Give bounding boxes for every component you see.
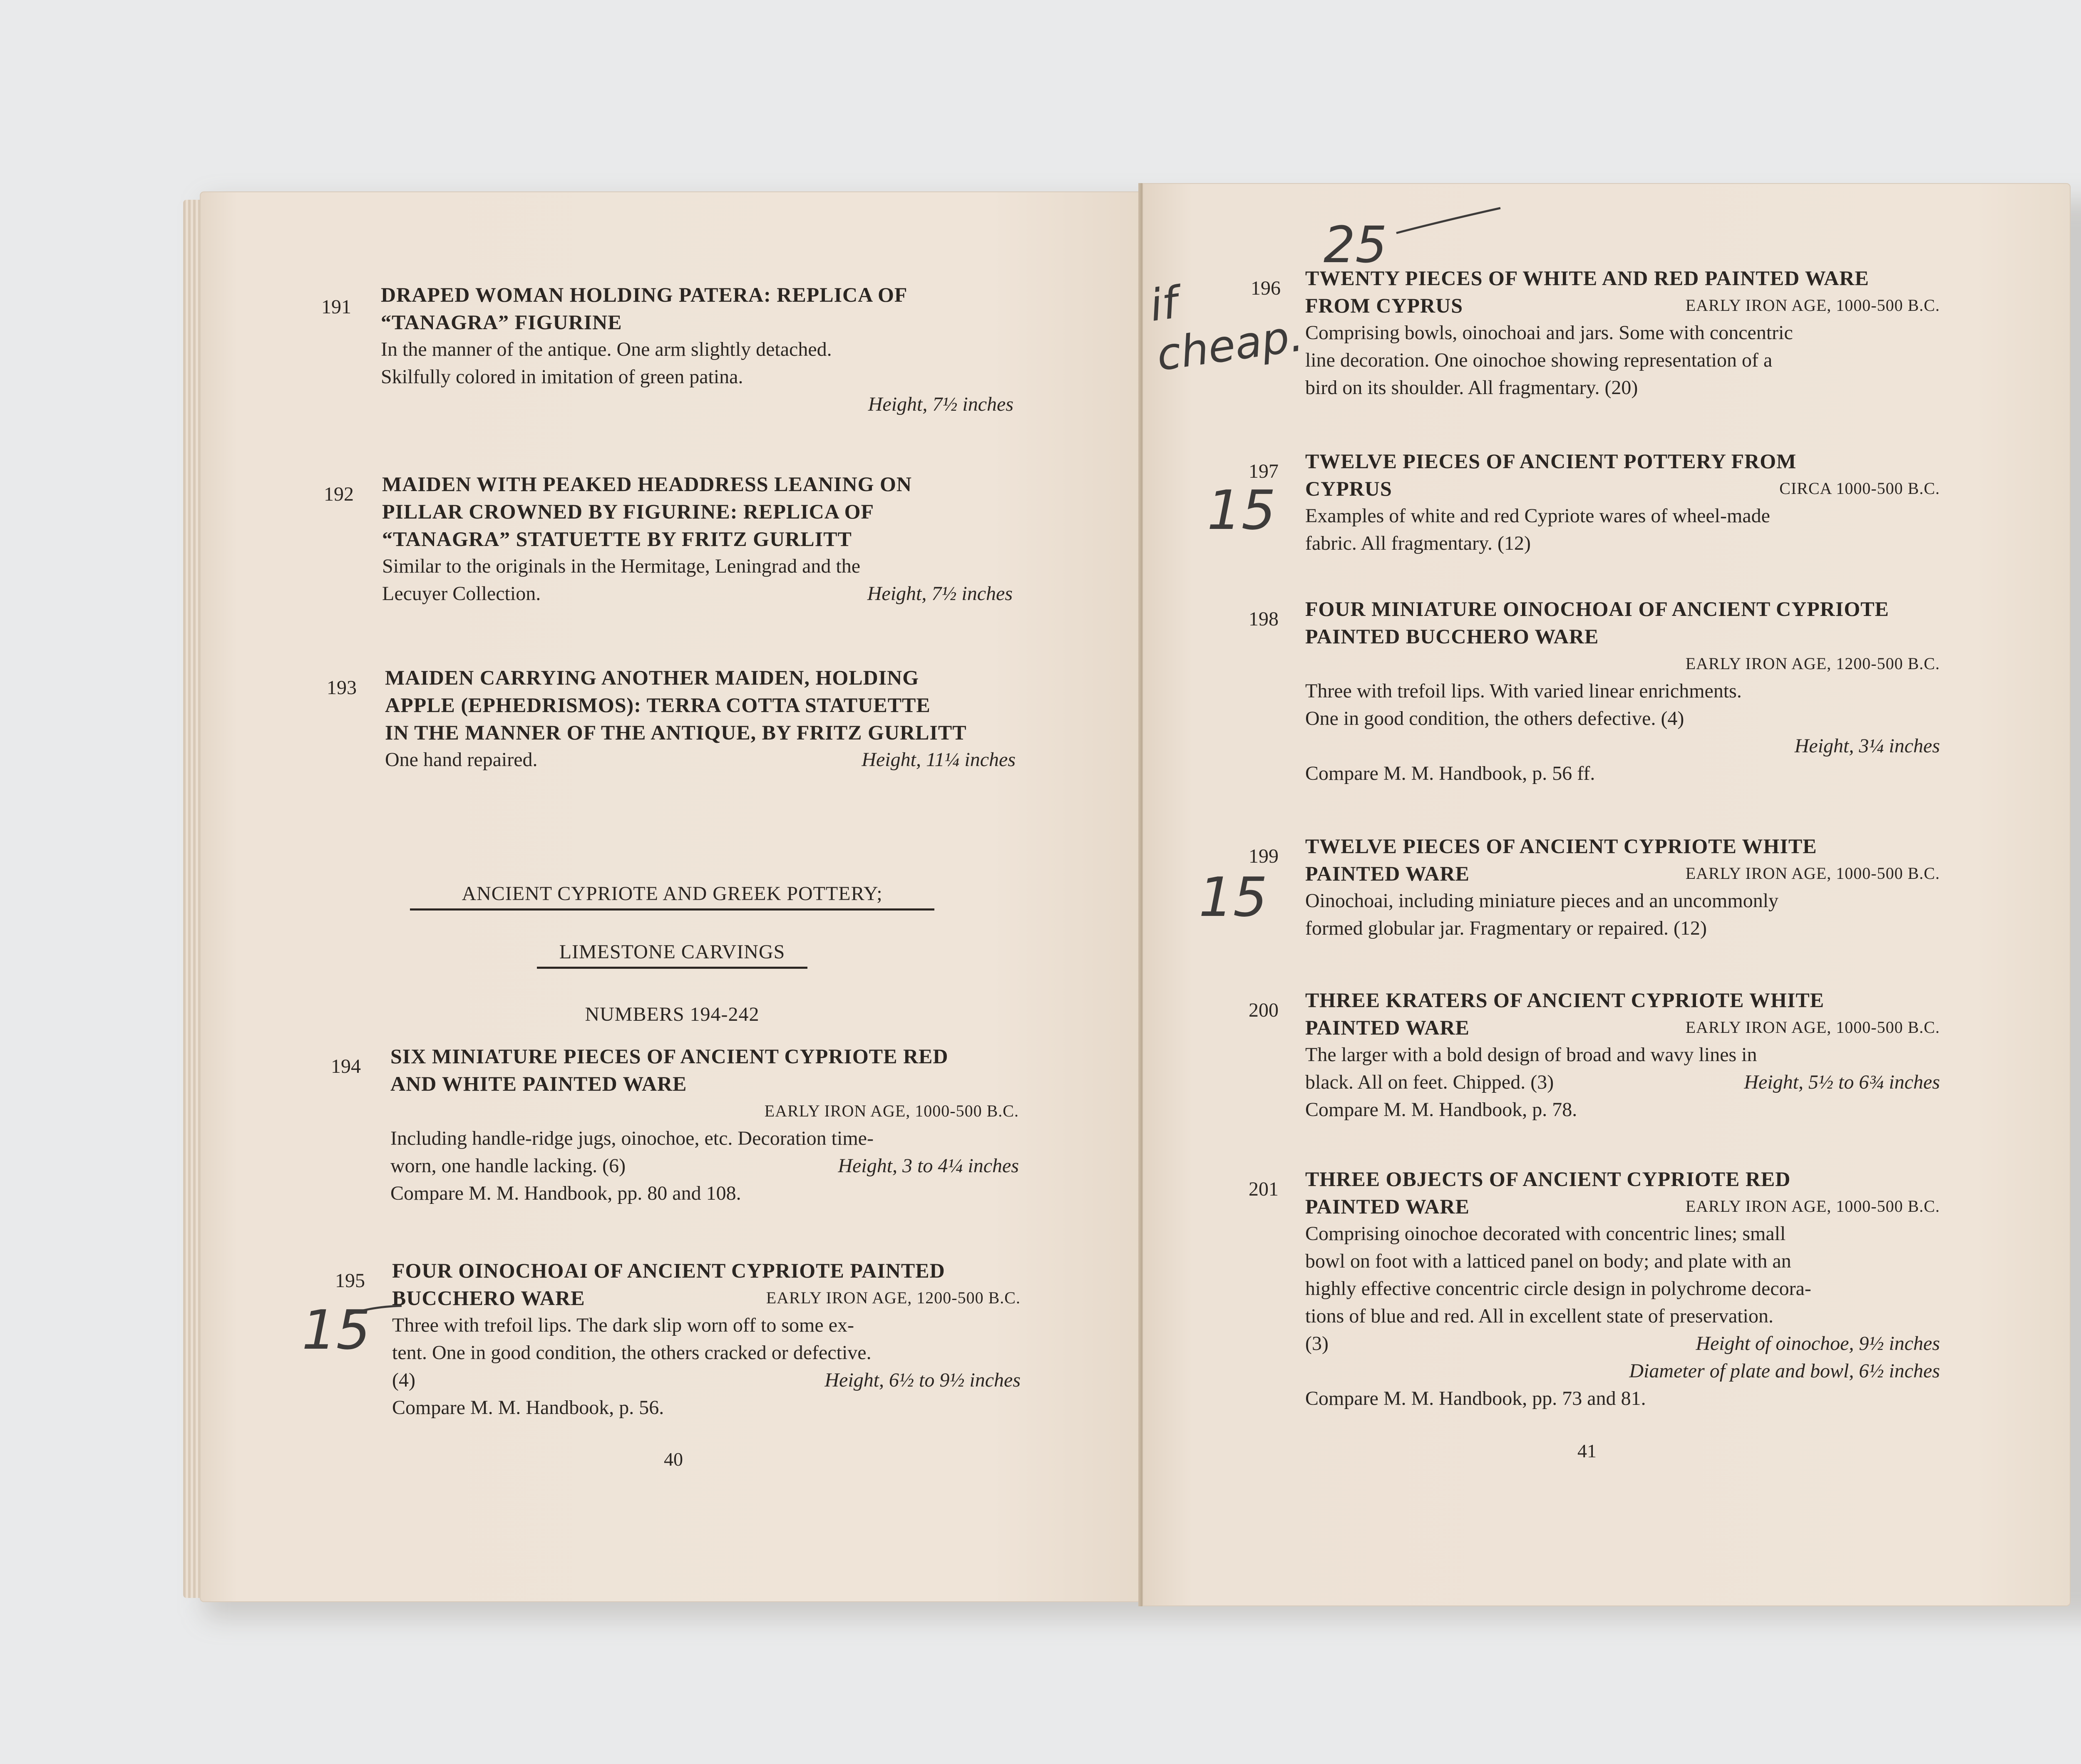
handwritten-note: if cheap. bbox=[1146, 277, 1306, 381]
handwritten-mark bbox=[1394, 204, 1502, 237]
lot-description: bird on its shoulder. All fragmentary. (20) bbox=[1305, 377, 1638, 399]
section-numbers: NUMBERS 194-242 bbox=[585, 1003, 760, 1025]
lot-title: “TANAGRA” STATUETTE BY FRITZ GURLITT bbox=[382, 527, 852, 551]
lot-title: FOUR MINIATURE OINOCHOAI OF ANCIENT CYPRIOTE bbox=[1305, 597, 1889, 620]
lot-compare: Compare M. M. Handbook, pp. 80 and 108. bbox=[390, 1182, 741, 1204]
lot-measure: Height, 11¼ inches bbox=[862, 749, 1016, 771]
lot-number: 195 bbox=[335, 1270, 365, 1292]
lot-entry-197 bbox=[1305, 447, 1940, 557]
lot-period: EARLY IRON AGE, 1200-500 B.C. bbox=[766, 1288, 1021, 1307]
lot-description: tent. One in good condition, the others cracked or defective. bbox=[392, 1342, 872, 1364]
lot-description: black. All on feet. Chipped. (3) bbox=[1305, 1071, 1554, 1093]
lot-description: The larger with a bold design of broad and wavy lines in bbox=[1305, 1044, 1757, 1066]
lot-title: BUCCHERO WARE bbox=[392, 1286, 585, 1310]
handwritten-price: 15 bbox=[302, 1298, 371, 1362]
lot-description: worn, one handle lacking. (6) bbox=[390, 1155, 626, 1177]
lot-description: Comprising oinochoe decorated with concentric lines; small bbox=[1305, 1223, 1786, 1245]
page-number: 41 bbox=[1577, 1440, 1597, 1461]
lot-title: FROM CYPRUS bbox=[1305, 294, 1463, 317]
lot-period: EARLY IRON AGE, 1200-500 B.C. bbox=[1685, 654, 1940, 673]
lot-number: 200 bbox=[1249, 999, 1279, 1021]
lot-measure: Height, 7½ inches bbox=[868, 393, 1013, 415]
lot-description: highly effective concentric circle design in polychrome decora- bbox=[1305, 1278, 1811, 1300]
lot-title: MAIDEN CARRYING ANOTHER MAIDEN, HOLDING bbox=[385, 666, 919, 689]
lot-entry-193 bbox=[385, 664, 1016, 774]
lot-title: CYPRUS bbox=[1305, 477, 1392, 500]
lot-description: Three with trefoil lips. With varied linear enrichments. bbox=[1305, 680, 1742, 702]
lot-description: line decoration. One oinochoe showing representation of a bbox=[1305, 349, 1773, 371]
section-heading: ANCIENT CYPRIOTE AND GREEK POTTERY; bbox=[410, 882, 934, 911]
lot-description: One in good condition, the others defective. (4) bbox=[1305, 707, 1684, 729]
lot-description: Including handle-ridge jugs, oinochoe, etc. Decoration time- bbox=[390, 1127, 874, 1149]
lot-measure: Height, 5½ to 6¾ inches bbox=[1744, 1071, 1940, 1093]
handwritten-price: 15 bbox=[1199, 866, 1268, 929]
lot-compare: Compare M. M. Handbook, pp. 73 and 81. bbox=[1305, 1387, 1646, 1409]
lot-entry-199 bbox=[1305, 832, 1940, 942]
lot-title: PAINTED WARE bbox=[1305, 1195, 1470, 1218]
lot-description: tions of blue and red. All in excellent state of preservation. bbox=[1305, 1305, 1773, 1327]
lot-entry-196 bbox=[1305, 264, 1940, 402]
lot-description: Skilfully colored in imitation of green patina. bbox=[381, 366, 743, 388]
lot-number: 192 bbox=[324, 483, 354, 505]
handwritten-price: 15 bbox=[1207, 479, 1276, 542]
lot-number: 199 bbox=[1249, 845, 1279, 867]
lot-description: Examples of white and red Cypriote wares of wheel-made bbox=[1305, 505, 1770, 527]
lot-title: THREE KRATERS OF ANCIENT CYPRIOTE WHITE bbox=[1305, 988, 1825, 1012]
lot-description: (4) bbox=[392, 1369, 415, 1391]
lot-description: Lecuyer Collection. bbox=[382, 583, 541, 605]
lot-measure: Height, 3 to 4¼ inches bbox=[838, 1155, 1019, 1177]
lot-measure: Height of oinochoe, 9½ inches bbox=[1696, 1332, 1940, 1355]
lot-title: TWELVE PIECES OF ANCIENT POTTERY FROM bbox=[1305, 449, 1797, 473]
lot-number: 191 bbox=[321, 296, 351, 318]
page-number: 40 bbox=[664, 1449, 683, 1470]
lot-period: EARLY IRON AGE, 1000-500 B.C. bbox=[764, 1102, 1019, 1120]
lot-number: 193 bbox=[327, 677, 357, 699]
lot-description: Similar to the originals in the Hermitage, Leningrad and the bbox=[382, 555, 861, 577]
lot-title: IN THE MANNER OF THE ANTIQUE, BY FRITZ GURLITT bbox=[385, 721, 967, 744]
lot-description: (3) bbox=[1305, 1332, 1329, 1355]
lot-description: Oinochoai, including miniature pieces and an uncommonly bbox=[1305, 890, 1779, 912]
lot-description: Three with trefoil lips. The dark slip worn off to some ex- bbox=[392, 1314, 854, 1336]
lot-title: “TANAGRA” FIGURINE bbox=[381, 310, 622, 334]
lot-entry-201 bbox=[1305, 1165, 1940, 1412]
lot-measure: Height, 7½ inches bbox=[867, 583, 1013, 605]
section-subheading: LIMESTONE CARVINGS bbox=[537, 940, 807, 969]
lot-title: PAINTED WARE bbox=[1305, 1016, 1470, 1039]
lot-entry-191 bbox=[381, 281, 1013, 418]
lot-description: In the manner of the antique. One arm slightly detached. bbox=[381, 338, 832, 360]
lot-title: APPLE (EPHEDRISMOS): TERRA COTTA STATUETTE bbox=[385, 693, 931, 717]
lot-title: AND WHITE PAINTED WARE bbox=[390, 1072, 687, 1095]
lot-number: 201 bbox=[1249, 1178, 1279, 1200]
lot-compare: Compare M. M. Handbook, p. 56. bbox=[392, 1397, 664, 1419]
lot-measure: Diameter of plate and bowl, 6½ inches bbox=[1629, 1360, 1940, 1382]
lot-title: MAIDEN WITH PEAKED HEADDRESS LEANING ON bbox=[382, 472, 912, 496]
lot-entry-195 bbox=[392, 1257, 1021, 1422]
lot-number: 196 bbox=[1251, 277, 1281, 299]
lot-title: DRAPED WOMAN HOLDING PATERA: REPLICA OF bbox=[381, 283, 908, 306]
lot-title: SIX MINIATURE PIECES OF ANCIENT CYPRIOTE RED bbox=[390, 1045, 949, 1068]
lot-period: EARLY IRON AGE, 1000-500 B.C. bbox=[1685, 1197, 1940, 1216]
lot-title: TWELVE PIECES OF ANCIENT CYPRIOTE WHITE bbox=[1305, 834, 1817, 858]
lot-title: PILLAR CROWNED BY FIGURINE: REPLICA OF bbox=[382, 500, 874, 523]
lot-title: PAINTED WARE bbox=[1305, 862, 1470, 885]
handwritten-mark bbox=[345, 1303, 404, 1319]
lot-title: PAINTED BUCCHERO WARE bbox=[1305, 625, 1599, 648]
lot-compare: Compare M. M. Handbook, p. 56 ff. bbox=[1305, 762, 1595, 784]
lot-measure: Height, 3¼ inches bbox=[1794, 735, 1940, 757]
lot-description: fabric. All fragmentary. (12) bbox=[1305, 532, 1531, 554]
lot-period: EARLY IRON AGE, 1000-500 B.C. bbox=[1685, 296, 1940, 315]
lot-entry-192 bbox=[382, 470, 1013, 608]
lot-period: EARLY IRON AGE, 1000-500 B.C. bbox=[1685, 1018, 1940, 1037]
lot-title: TWENTY PIECES OF WHITE AND RED PAINTED WARE bbox=[1305, 266, 1869, 290]
lot-period: EARLY IRON AGE, 1000-500 B.C. bbox=[1685, 864, 1940, 883]
lot-description: bowl on foot with a latticed panel on body; and plate with an bbox=[1305, 1250, 1791, 1272]
lot-period: CIRCA 1000-500 B.C. bbox=[1779, 479, 1940, 498]
lot-description: formed globular jar. Fragmentary or repaired. (12) bbox=[1305, 917, 1707, 939]
lot-description: Comprising bowls, oinochoai and jars. Some with concentric bbox=[1305, 322, 1793, 344]
lot-compare: Compare M. M. Handbook, p. 78. bbox=[1305, 1099, 1577, 1121]
lot-entry-194 bbox=[390, 1042, 1019, 1207]
lot-title: FOUR OINOCHOAI OF ANCIENT CYPRIOTE PAINTED bbox=[392, 1259, 945, 1282]
lot-number: 197 bbox=[1249, 460, 1279, 482]
lot-number: 194 bbox=[331, 1055, 361, 1077]
lot-title: THREE OBJECTS OF ANCIENT CYPRIOTE RED bbox=[1305, 1167, 1791, 1191]
lot-entry-198 bbox=[1305, 595, 1940, 787]
lot-measure: Height, 6½ to 9½ inches bbox=[824, 1369, 1021, 1391]
lot-number: 198 bbox=[1249, 608, 1279, 630]
lot-entry-200 bbox=[1305, 986, 1940, 1124]
lot-description: One hand repaired. bbox=[385, 749, 538, 771]
handwritten-price: 25 bbox=[1324, 216, 1387, 274]
